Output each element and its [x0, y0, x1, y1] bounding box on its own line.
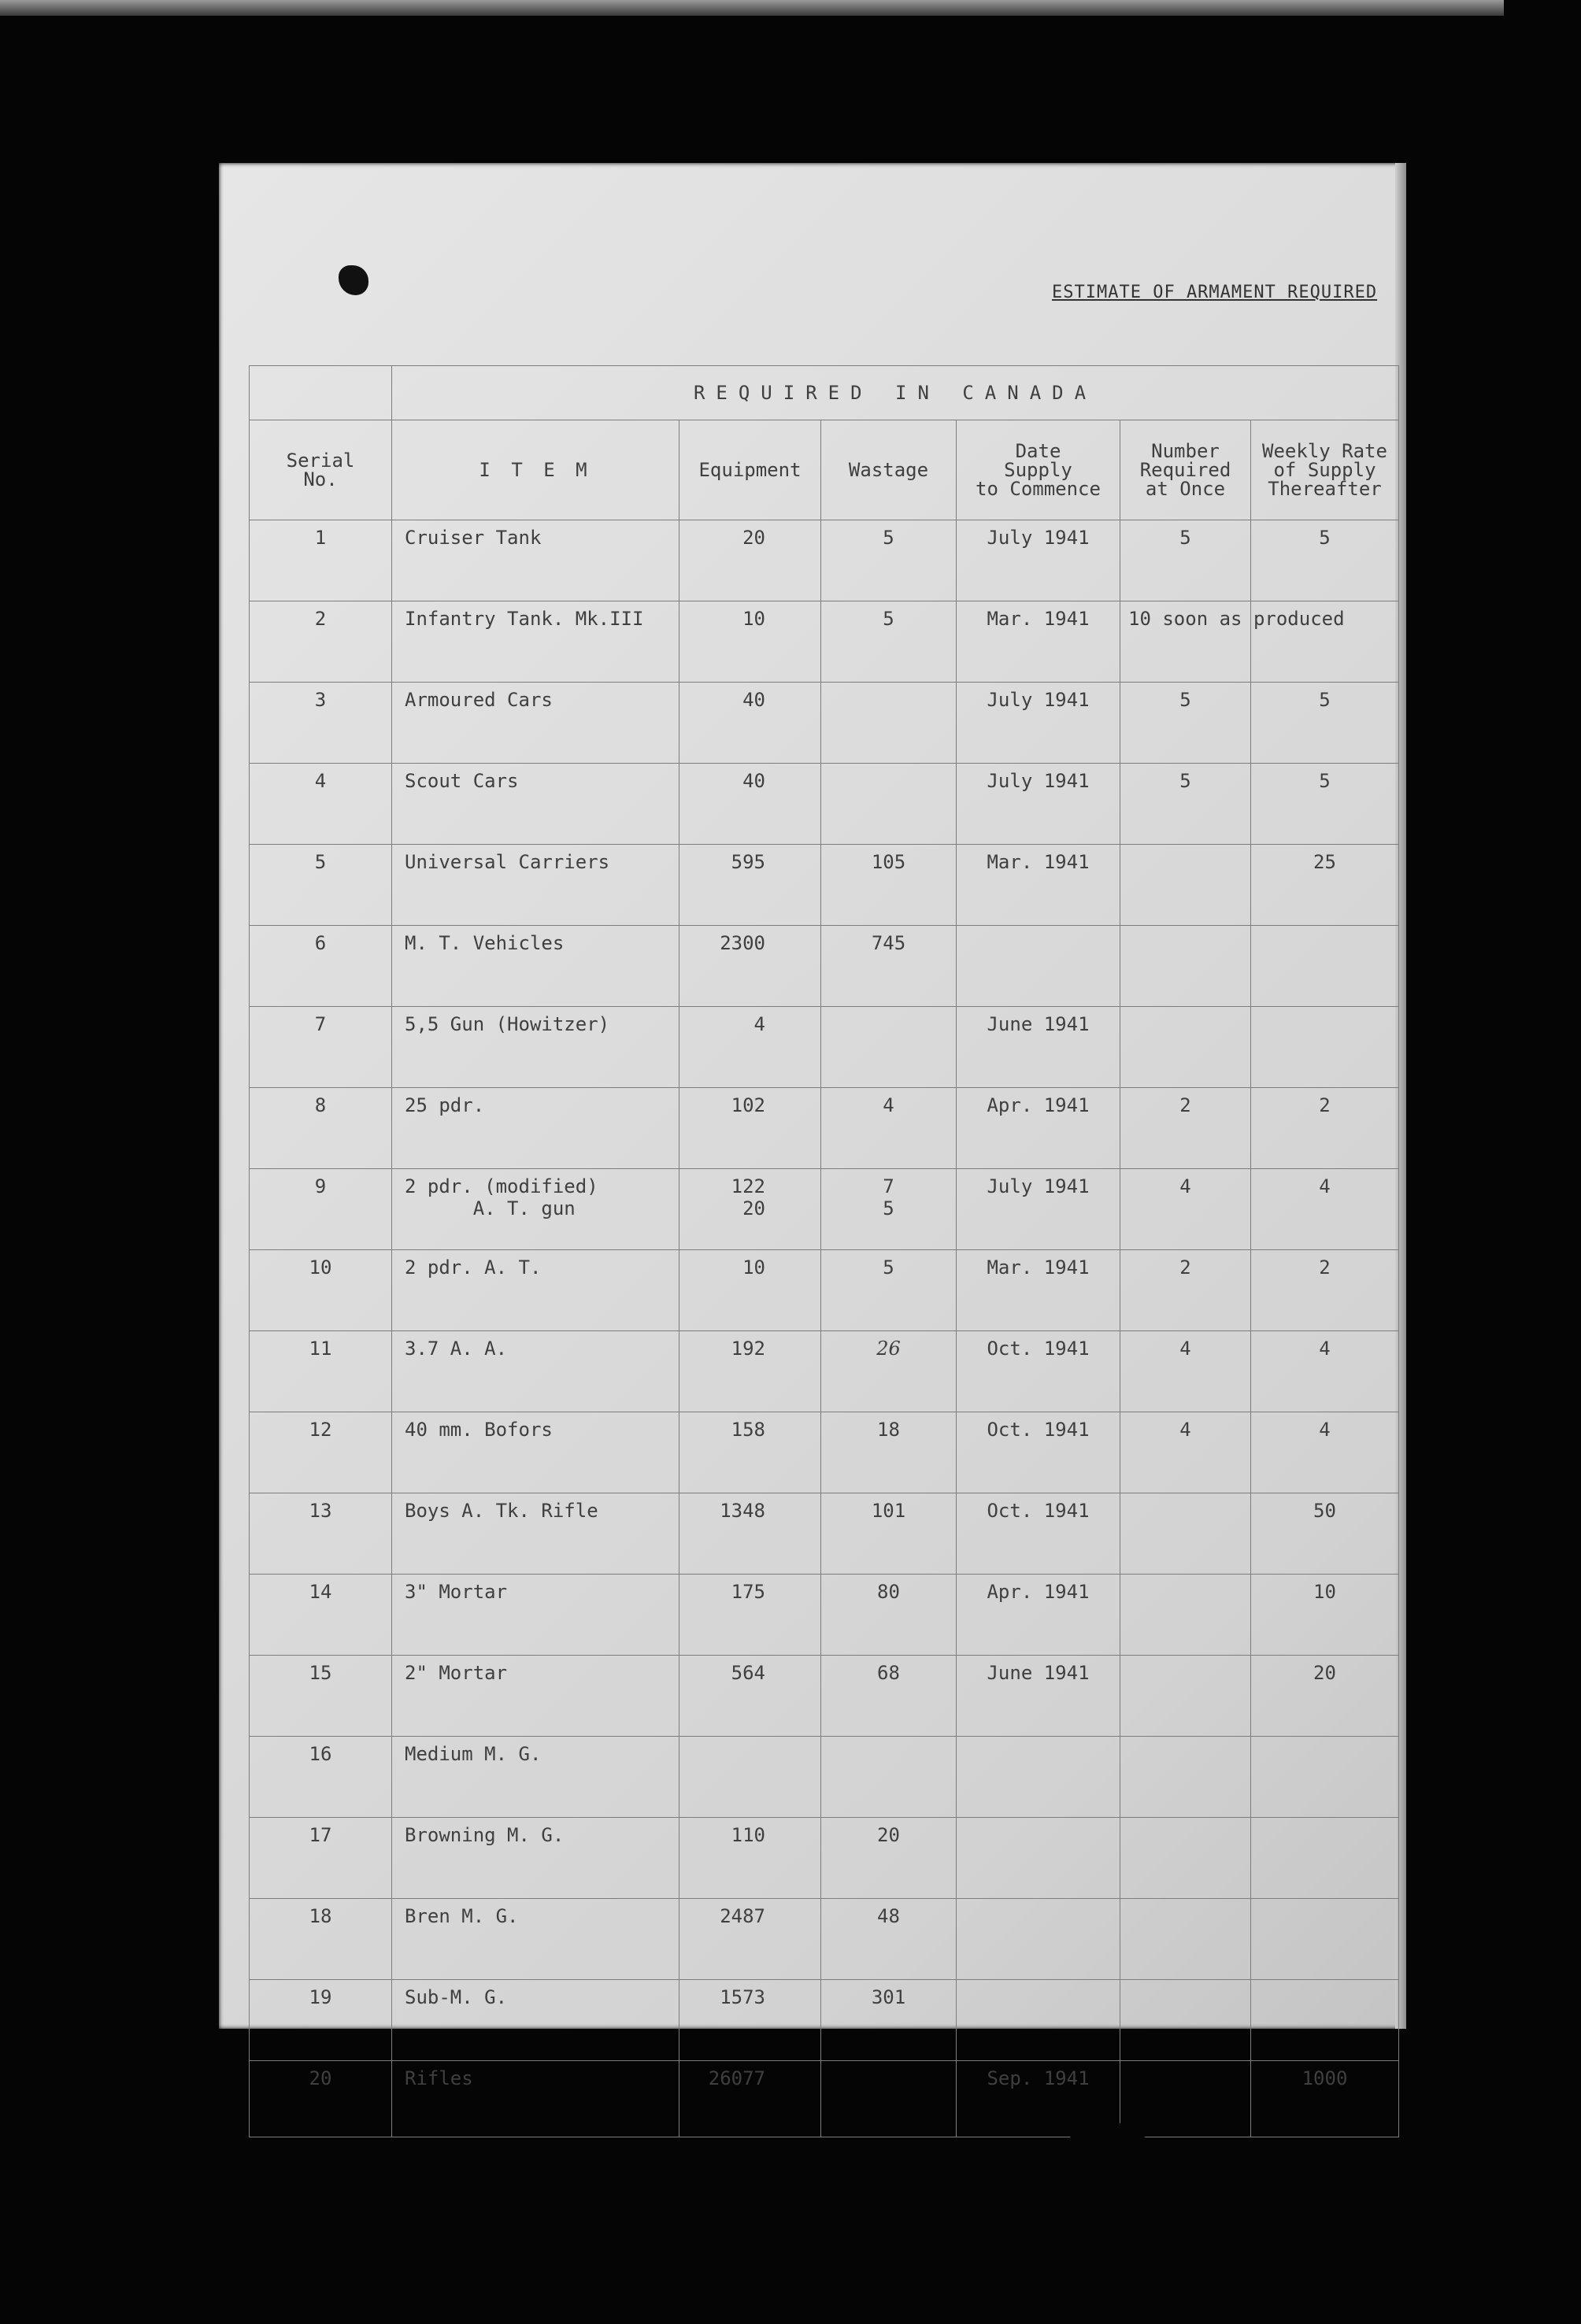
table-row — [250, 1575, 1399, 1656]
date-cell: Oct. 1941 — [957, 1412, 1120, 1493]
equipment-cell: 192 — [679, 1331, 821, 1412]
equipment-cell: 158 — [679, 1412, 821, 1493]
equipment-cell: 10 — [679, 1250, 821, 1331]
once-cell — [1120, 1818, 1251, 1899]
serial-cell: 19 — [250, 1980, 392, 2061]
item-cell: Universal Carriers — [392, 845, 679, 926]
date-cell: Sep. 1941 — [957, 2061, 1120, 2137]
item-cell: Rifles — [392, 2061, 679, 2137]
weekly-cell: 5 — [1251, 520, 1399, 601]
table-row — [250, 1088, 1399, 1169]
date-cell: July 1941 — [957, 683, 1120, 764]
table-row — [250, 1331, 1399, 1412]
col-wastage: Wastage — [821, 420, 957, 520]
date-cell: July 1941 — [957, 520, 1120, 601]
weekly-cell: 2 — [1251, 1088, 1399, 1169]
serial-cell: 20 — [250, 2061, 392, 2137]
once-cell — [1120, 1656, 1251, 1737]
equipment-cell: 40 — [679, 764, 821, 845]
table-row — [250, 520, 1399, 601]
col-date: Date Supply to Commence — [957, 420, 1120, 520]
col-once: Number Required at Once — [1120, 420, 1251, 520]
wastage-cell: 101 — [821, 1493, 957, 1575]
table-row — [250, 601, 1399, 683]
date-cell — [957, 926, 1120, 1007]
serial-cell: 15 — [250, 1656, 392, 1737]
serial-cell: 4 — [250, 764, 392, 845]
date-cell — [957, 1737, 1120, 1818]
wastage-cell — [821, 683, 957, 764]
wastage-cell: 7 5 — [821, 1169, 957, 1250]
wastage-cell: 18 — [821, 1412, 957, 1493]
table-row — [250, 1250, 1399, 1331]
item-cell: Bren M. G. — [392, 1899, 679, 1980]
serial-cell: 5 — [250, 845, 392, 926]
serial-cell: 10 — [250, 1250, 392, 1331]
serial-cell: 6 — [250, 926, 392, 1007]
serial-cell: 17 — [250, 1818, 392, 1899]
item-cell: 5,5 Gun (Howitzer) — [392, 1007, 679, 1088]
equipment-cell: 1348 — [679, 1493, 821, 1575]
date-cell: Oct. 1941 — [957, 1493, 1120, 1575]
date-cell: Apr. 1941 — [957, 1575, 1120, 1656]
document-title: ESTIMATE OF ARMAMENT REQUIRED — [1052, 283, 1378, 302]
table-row — [250, 1656, 1399, 1737]
wastage-cell: 48 — [821, 1899, 957, 1980]
item-cell: 3.7 A. A. — [392, 1331, 679, 1412]
weekly-cell: 4 — [1251, 1412, 1399, 1493]
equipment-cell: 20 — [679, 520, 821, 601]
serial-cell: 18 — [250, 1899, 392, 1980]
item-cell: 25 pdr. — [392, 1088, 679, 1169]
weekly-cell: 5 — [1251, 683, 1399, 764]
once-cell: 2 — [1120, 1088, 1251, 1169]
once-cell — [1120, 926, 1251, 1007]
item-cell: Infantry Tank. Mk.III — [392, 601, 679, 683]
once-cell: 4 — [1120, 1169, 1251, 1250]
wastage-cell: 68 — [821, 1656, 957, 1737]
weekly-cell — [1251, 926, 1399, 1007]
item-cell: 2 pdr. A. T. — [392, 1250, 679, 1331]
weekly-cell: 25 — [1251, 845, 1399, 926]
once-cell — [1120, 1737, 1251, 1818]
once-cell: 5 — [1120, 520, 1251, 601]
item-cell: 3" Mortar — [392, 1575, 679, 1656]
once-cell — [1120, 845, 1251, 926]
serial-cell: 9 — [250, 1169, 392, 1250]
weekly-cell: 50 — [1251, 1493, 1399, 1575]
table-row — [250, 1169, 1399, 1250]
date-cell: Mar. 1941 — [957, 1250, 1120, 1331]
item-cell: M. T. Vehicles — [392, 926, 679, 1007]
table-row — [250, 1737, 1399, 1818]
date-cell: Mar. 1941 — [957, 845, 1120, 926]
weekly-cell — [1251, 1737, 1399, 1818]
date-cell: Mar. 1941 — [957, 601, 1120, 683]
weekly-cell: 5 — [1251, 764, 1399, 845]
weekly-cell: 1000 — [1251, 2061, 1399, 2137]
once-cell: 2 — [1120, 1250, 1251, 1331]
date-cell: July 1941 — [957, 764, 1120, 845]
item-cell: Medium M. G. — [392, 1737, 679, 1818]
group-header-spacer — [250, 366, 392, 420]
once-cell — [1120, 1007, 1251, 1088]
once-cell: 4 — [1120, 1412, 1251, 1493]
weekly-cell: 4 — [1251, 1331, 1399, 1412]
date-cell: July 1941 — [957, 1169, 1120, 1250]
date-cell: Oct. 1941 — [957, 1331, 1120, 1412]
table-row — [250, 1412, 1399, 1493]
weekly-cell: 4 — [1251, 1169, 1399, 1250]
date-cell — [957, 1899, 1120, 1980]
weekly-cell: 20 — [1251, 1656, 1399, 1737]
wastage-cell — [821, 1007, 957, 1088]
table-row — [250, 845, 1399, 926]
item-cell: 2" Mortar — [392, 1656, 679, 1737]
wastage-cell: 301 — [821, 1980, 957, 2061]
equipment-cell: 1573 — [679, 1980, 821, 2061]
serial-cell: 1 — [250, 520, 392, 601]
equipment-cell: 110 — [679, 1818, 821, 1899]
date-cell: June 1941 — [957, 1656, 1120, 1737]
once-cell — [1120, 1980, 1251, 2061]
once-cell: 5 — [1120, 683, 1251, 764]
item-cell: 2 pdr. (modified) A. T. gun — [392, 1169, 679, 1250]
equipment-cell: 10 — [679, 601, 821, 683]
item-cell: Armoured Cars — [392, 683, 679, 764]
wastage-cell — [821, 2061, 957, 2137]
table-row — [250, 1007, 1399, 1088]
column-header-row — [250, 420, 1399, 520]
document-page — [219, 163, 1406, 2089]
serial-cell: 2 — [250, 601, 392, 683]
weekly-cell — [1251, 1818, 1399, 1899]
equipment-cell: 40 — [679, 683, 821, 764]
weekly-cell: 2 — [1251, 1250, 1399, 1331]
wastage-cell: 105 — [821, 845, 957, 926]
wastage-cell: 745 — [821, 926, 957, 1007]
serial-cell: 14 — [250, 1575, 392, 1656]
serial-cell: 12 — [250, 1412, 392, 1493]
weekly-cell — [1251, 1980, 1399, 2061]
date-cell: Apr. 1941 — [957, 1088, 1120, 1169]
once-cell: 5 — [1120, 764, 1251, 845]
weekly-cell — [1251, 1007, 1399, 1088]
once-cell — [1120, 1899, 1251, 1980]
once-cell — [1120, 2061, 1251, 2137]
wastage-cell: 4 — [821, 1088, 957, 1169]
table-row — [250, 1493, 1399, 1575]
wastage-cell: 26 — [821, 1331, 957, 1412]
table-row — [250, 1899, 1399, 1980]
item-cell: Cruiser Tank — [392, 520, 679, 601]
col-equipment: Equipment — [679, 420, 821, 520]
table-row — [250, 2061, 1399, 2137]
item-cell: 40 mm. Bofors — [392, 1412, 679, 1493]
item-cell: Sub-M. G. — [392, 1980, 679, 2061]
top-film-strip — [0, 0, 1504, 16]
col-item: I T E M — [392, 420, 679, 520]
equipment-cell — [679, 1737, 821, 1818]
equipment-cell: 122 20 — [679, 1169, 821, 1250]
serial-cell: 11 — [250, 1331, 392, 1412]
equipment-cell: 2300 — [679, 926, 821, 1007]
serial-cell: 13 — [250, 1493, 392, 1575]
item-cell: Browning M. G. — [392, 1818, 679, 1899]
wastage-cell: 5 — [821, 520, 957, 601]
table-body — [250, 520, 1399, 2137]
equipment-cell: 175 — [679, 1575, 821, 1656]
wastage-cell: 80 — [821, 1575, 957, 1656]
table-row — [250, 1980, 1399, 2061]
table-row — [250, 926, 1399, 1007]
wastage-cell: 5 — [821, 1250, 957, 1331]
col-weekly: Weekly Rate of Supply Thereafter — [1251, 420, 1399, 520]
wastage-cell: 5 — [821, 601, 957, 683]
table-row — [250, 1818, 1399, 1899]
date-cell — [957, 1818, 1120, 1899]
date-cell: June 1941 — [957, 1007, 1120, 1088]
serial-cell: 3 — [250, 683, 392, 764]
equipment-cell: 4 — [679, 1007, 821, 1088]
equipment-cell: 564 — [679, 1656, 821, 1737]
wastage-cell — [821, 764, 957, 845]
serial-cell: 16 — [250, 1737, 392, 1818]
serial-cell: 8 — [250, 1088, 392, 1169]
once-cell: 10 soon as produced — [1120, 601, 1251, 683]
equipment-cell: 102 — [679, 1088, 821, 1169]
equipment-cell: 2487 — [679, 1899, 821, 1980]
once-cell — [1120, 1575, 1251, 1656]
table-row — [250, 683, 1399, 764]
serial-cell: 7 — [250, 1007, 392, 1088]
equipment-cell: 26077 — [679, 2061, 821, 2137]
weekly-cell — [1251, 1899, 1399, 1980]
col-serial: Serial No. — [250, 420, 392, 520]
equipment-cell: 595 — [679, 845, 821, 926]
group-header-label: REQUIRED IN CANADA — [392, 366, 1399, 420]
date-cell — [957, 1980, 1120, 2061]
armament-table — [249, 365, 1399, 2137]
group-header-row — [250, 366, 1399, 420]
table-row — [250, 764, 1399, 845]
ink-blot — [339, 265, 368, 295]
once-cell — [1120, 1493, 1251, 1575]
item-cell: Scout Cars — [392, 764, 679, 845]
weekly-cell: 10 — [1251, 1575, 1399, 1656]
wastage-cell: 20 — [821, 1818, 957, 1899]
item-cell: Boys A. Tk. Rifle — [392, 1493, 679, 1575]
once-cell: 4 — [1120, 1331, 1251, 1412]
wastage-cell — [821, 1737, 957, 1818]
